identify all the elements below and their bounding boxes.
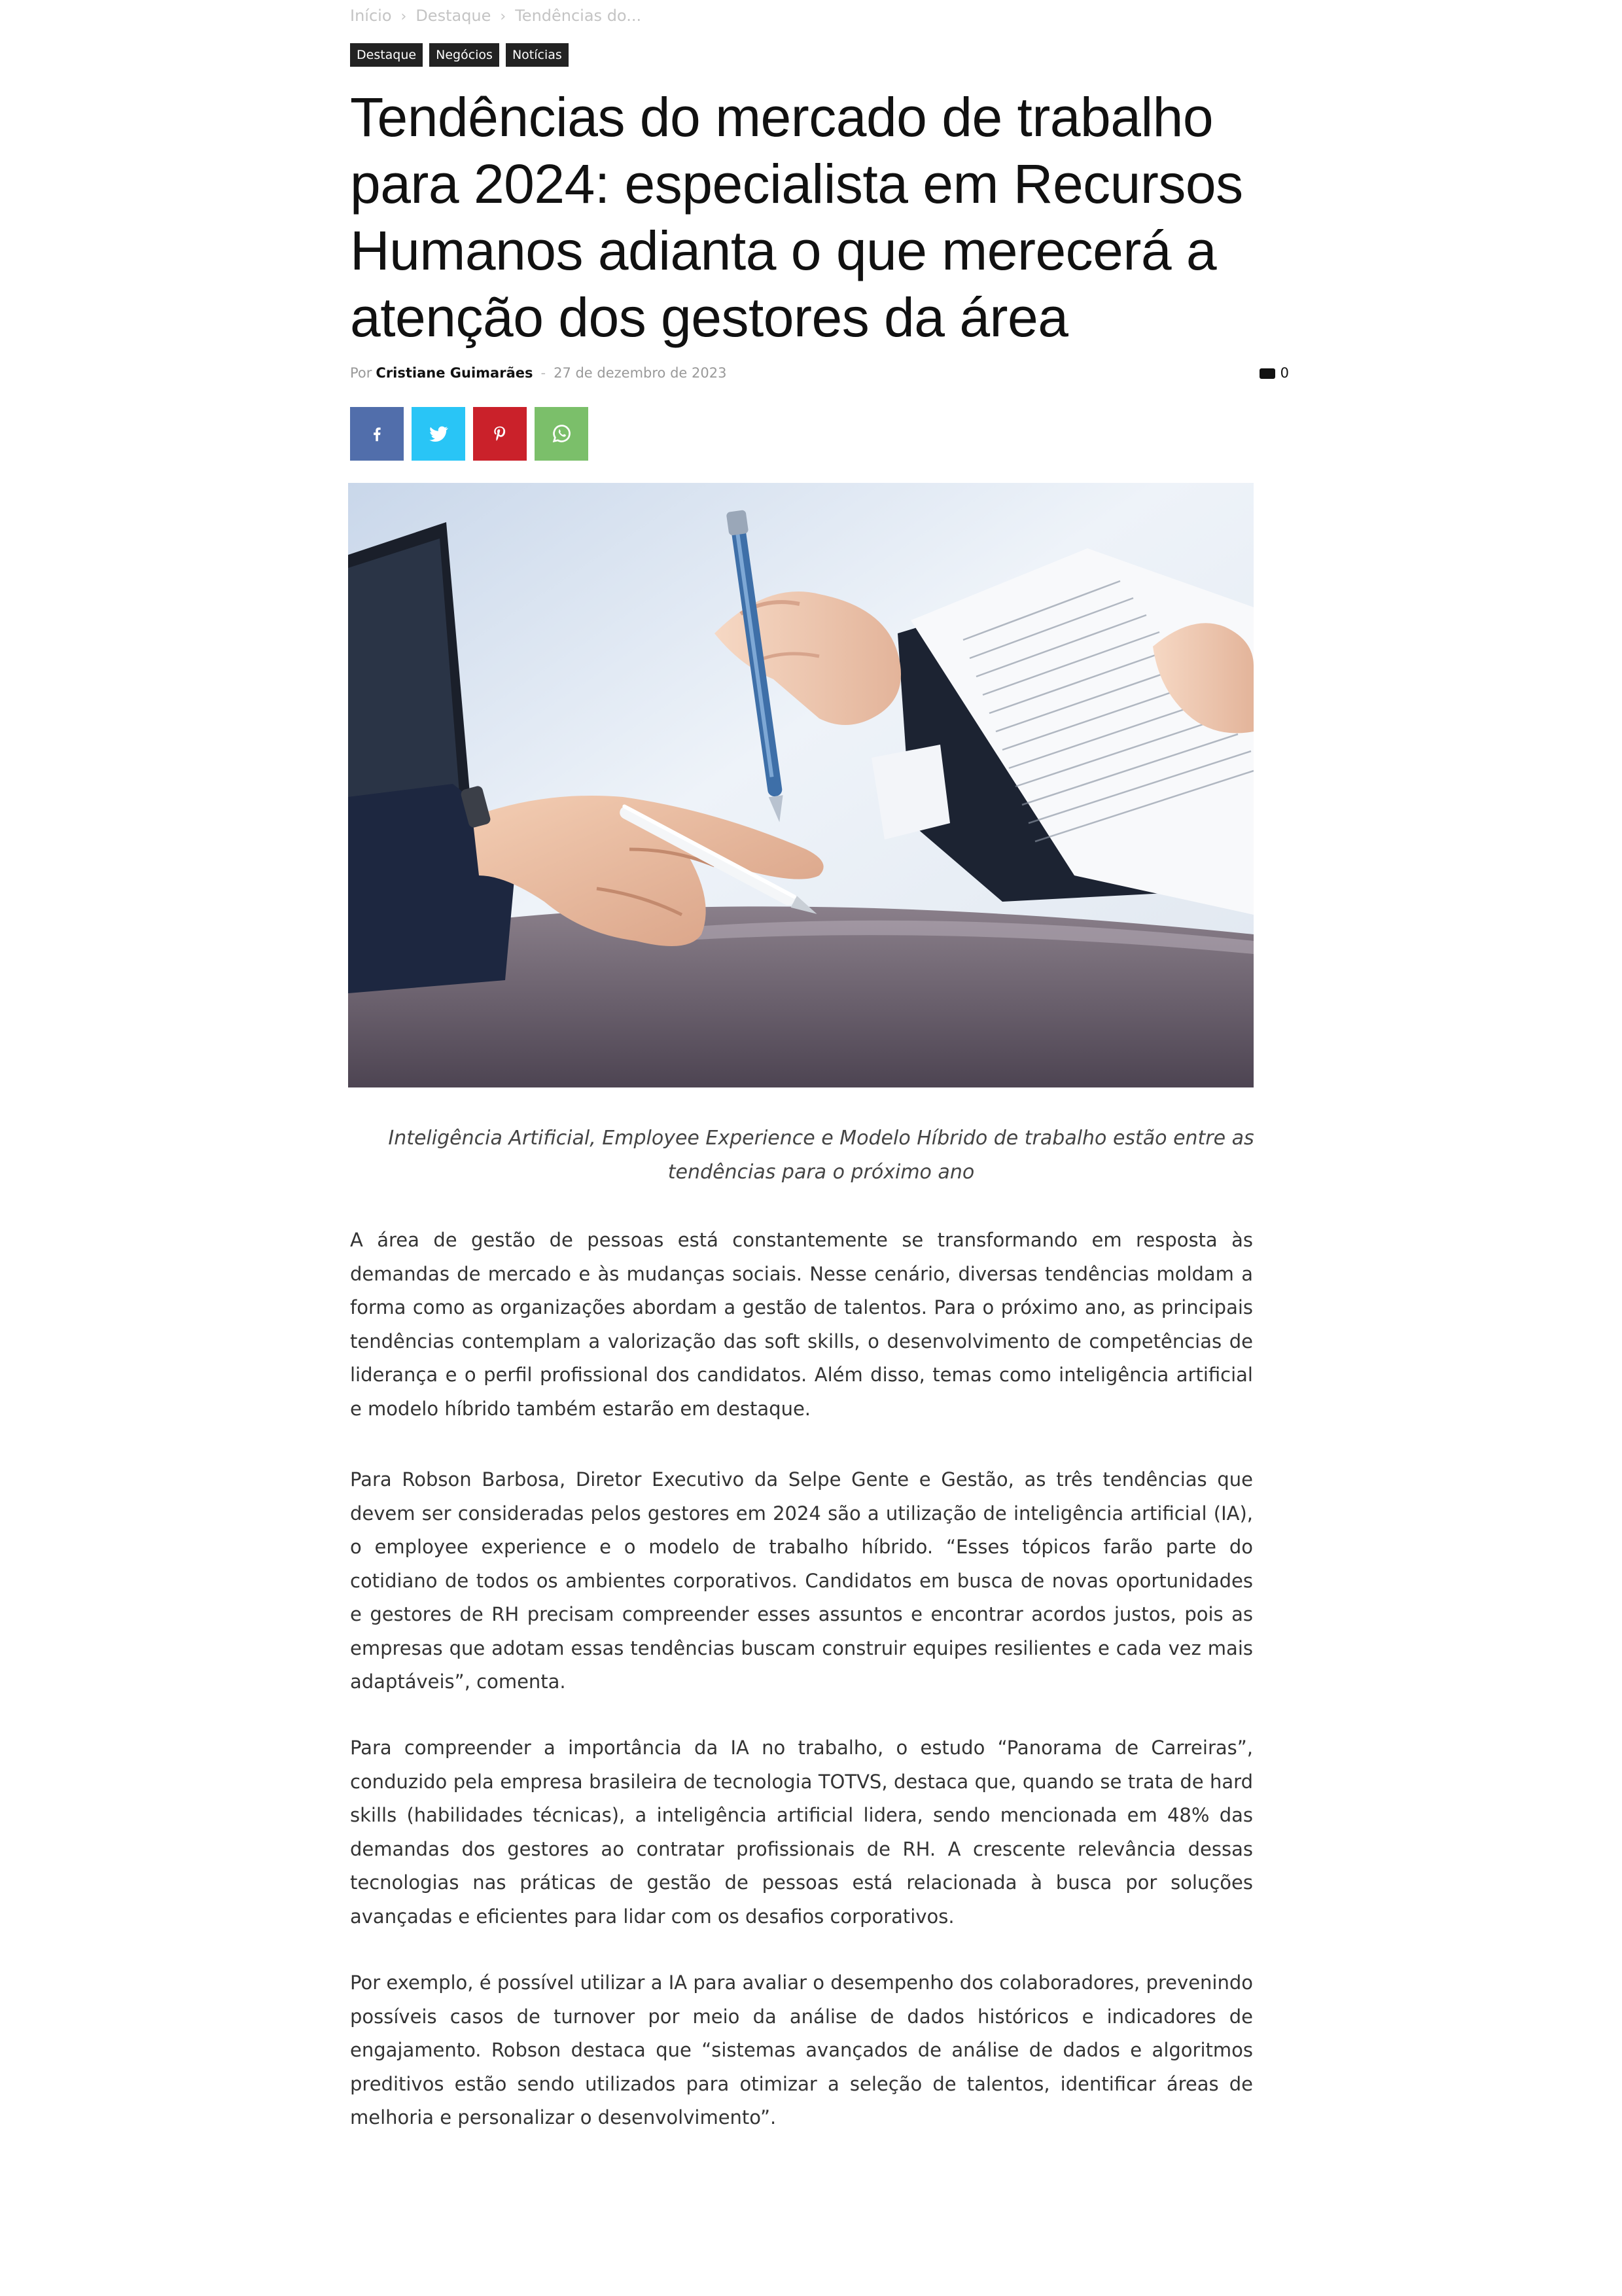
category-tags <box>350 43 569 67</box>
article-paragraph: A área de gestão de pessoas está constantemente se transformando em resposta às demandas de mercado e às mudanças sociais. Nesse cenário, diversas tendências moldam a forma como as organizações abordam a gestão de talentos. Para o próximo ano, as principais tendências contemplam a valorização das soft skills, o desenvolvimento de competências de liderança e o perfil profissional dos candidatos. Além disso, temas como inteligência artificial e modelo híbrido também estarão em destaque. <box>350 1229 1253 1420</box>
pinterest-share-button[interactable] <box>473 407 527 461</box>
publish-date: 27 de dezembro de 2023 <box>554 365 727 381</box>
article-paragraph: Para compreender a importância da IA no trabalho, o estudo “Panorama de Carreiras”, conduzido pela empresa brasileira de tecnologia TOTVS, destaca que, quando se trata de hard skills (habilidades técnicas), a inteligência artificial lidera, sendo mencionada em 48% das demandas dos gestores ao contratar profissionais de RH. A crescente relevância dessas tecnologias nas práticas de gestão de pessoas está relacionada à busca por soluções avançadas e eficientes para lidar com os desafios corporativos. <box>350 1737 1253 1928</box>
image-caption: Inteligência Artificial, Employee Experience e Modelo Híbrido de trabalho estão entre as tendências para o próximo ano <box>388 1127 1254 1184</box>
breadcrumb-section-link[interactable]: Destaque <box>415 7 491 25</box>
whatsapp-share-button[interactable] <box>535 407 588 461</box>
comments-link[interactable] <box>1260 365 1289 381</box>
chevron-right-icon: › <box>500 9 506 25</box>
facebook-icon <box>367 424 387 444</box>
comment-count: 0 <box>1280 365 1289 381</box>
comment-icon <box>1260 368 1275 379</box>
facebook-share-button[interactable] <box>350 407 404 461</box>
author-link[interactable]: Cristiane Guimarães <box>376 365 533 381</box>
article-featured-image <box>348 483 1254 1087</box>
article-title: Tendências do mercado de trabalho para 2024: especialista em Recursos Humanos adianta o que merecerá a atenção dos gestores da área <box>350 86 1243 348</box>
pinterest-icon <box>490 424 510 444</box>
meta-separator: - <box>540 365 546 381</box>
whatsapp-icon <box>550 422 573 446</box>
breadcrumb-home-link[interactable]: Início <box>350 7 392 25</box>
category-tag-noticias[interactable]: Notícias <box>506 43 569 67</box>
document-handover-photo <box>348 483 1254 1087</box>
twitter-icon <box>427 423 450 445</box>
category-tag-destaque[interactable]: Destaque <box>350 43 423 67</box>
category-tag-negocios[interactable]: Negócios <box>429 43 499 67</box>
breadcrumb <box>350 7 641 25</box>
article-meta <box>350 365 1289 381</box>
share-buttons <box>350 407 588 461</box>
breadcrumb-current: Tendências do... <box>515 7 642 25</box>
article-paragraph: Para Robson Barbosa, Diretor Executivo da Selpe Gente e Gestão, as três tendências que devem ser consideradas pelos gestores em 2024 são a utilização de inteligência artificial (IA), o employee experience e o modelo de trabalho híbrido. “Esses tópicos farão parte do cotidiano de todos os ambientes corporativos. Candidatos em busca de novas oportunidades e gestores de RH precisam compreender esses assuntos e encontrar acordos justos, pois as empresas que adotam essas tendências buscam construir equipes resilientes e cada vez mais adaptáveis”, comenta. <box>350 1468 1253 1693</box>
chevron-right-icon: › <box>400 9 407 25</box>
article-paragraph: Por exemplo, é possível utilizar a IA para avaliar o desempenho dos colaboradores, prevenindo possíveis casos de turnover por meio da análise de dados históricos e indicadores de engajamento. Robson destaca que “sistemas avançados de análise de dados e algoritmos preditivos estão sendo utilizados para otimizar a seleção de talentos, identificar áreas de melhoria e personalizar o desenvolvimento”. <box>350 1971 1253 2128</box>
twitter-share-button[interactable] <box>412 407 465 461</box>
by-label: Por <box>350 365 372 381</box>
